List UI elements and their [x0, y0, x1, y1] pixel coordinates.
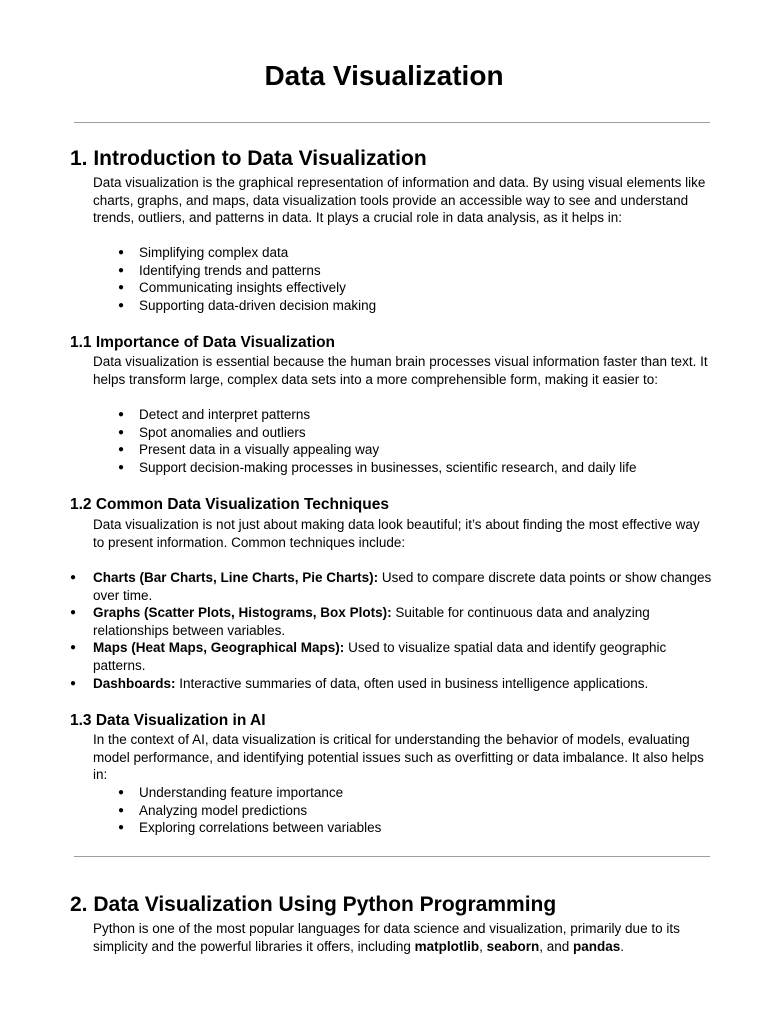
technique-list [70, 569, 715, 692]
paragraph-end: . [620, 938, 625, 954]
section-paragraph: Data visualization is not just about making data look beautiful; it’s about finding the most effective way to present information. Common techniques include: [93, 517, 700, 550]
section-paragraph [93, 920, 713, 955]
separator-text: , and [539, 938, 573, 954]
list-item: ● Exploring correlations between variables [118, 819, 718, 837]
list-item [70, 604, 715, 639]
list-item: ● Present data in a visually appealing way [118, 441, 718, 459]
subsection-heading: 1.1 Importance of Data Visualization [70, 334, 336, 351]
bullet-list [118, 784, 718, 837]
term: Maps (Heat Maps, Geographical Maps): [93, 640, 345, 656]
list-item: ● Support decision-making processes in businesses, scientific research, and daily life [118, 459, 718, 477]
description: Used to compare discrete data points or show changes over time. [93, 570, 712, 603]
section-heading: 2. Data Visualization Using Python Programming [70, 893, 557, 916]
description: Used to visualize spatial data and identify geographic patterns. [93, 640, 667, 673]
section-paragraph: In the context of AI, data visualization is critical for understanding the behavior of models, evaluating model performance, and identifying potential issues such as overfitting or data imbalance. It also helps in: [93, 732, 704, 783]
section-paragraph: Data visualization is the graphical representation of information and data. By using visual elements like charts, graphs, and maps, data visualization tools provide an accessible way to see and understand trends, outliers, and patterns in data. It plays a crucial role in data analysis, as it helps in: [93, 175, 706, 226]
divider [74, 856, 710, 857]
list-item: ● Analyzing model predictions [118, 802, 718, 820]
divider [74, 122, 710, 123]
list-item: ● Understanding feature importance [118, 784, 718, 802]
description: Interactive summaries of data, often used in business intelligence applications. [175, 675, 649, 691]
section-heading: 1. Introduction to Data Visualization [70, 147, 427, 170]
subsection-heading: 1.3 Data Visualization in AI [70, 712, 266, 729]
list-item: ● Detect and interpret patterns [118, 406, 718, 424]
separator-text: , [479, 938, 487, 954]
list-item: ● Communicating insights effectively [118, 279, 718, 297]
list-item: ● Spot anomalies and outliers [118, 424, 718, 442]
library-name: seaborn [486, 938, 540, 954]
list-item: ● Simplifying complex data [118, 244, 718, 262]
library-name: pandas [572, 938, 621, 954]
paragraph-text: Python is one of the most popular languages for data science and visualization, primarily due to its simplicity and the powerful libraries it offers, including [93, 921, 680, 954]
section-paragraph: Data visualization is essential because the human brain processes visual information faster than text. It helps transform large, complex data sets into a more comprehensible form, making it easier to: [93, 354, 708, 387]
document-title: Data Visualization [264, 60, 504, 91]
term: Graphs (Scatter Plots, Histograms, Box Plots): [93, 605, 392, 621]
list-item: ● Identifying trends and patterns [118, 262, 718, 280]
list-item: ● Supporting data-driven decision making [118, 297, 718, 315]
description: Suitable for continuous data and analyzing relationships between variables. [93, 605, 650, 638]
bullet-list [118, 244, 718, 314]
bullet-list [118, 406, 718, 476]
subsection-heading: 1.2 Common Data Visualization Techniques [70, 496, 389, 513]
list-item [70, 675, 715, 693]
list-item [70, 569, 715, 604]
list-item [70, 639, 715, 674]
term: Dashboards: [93, 675, 176, 691]
term: Charts (Bar Charts, Line Charts, Pie Charts): [93, 570, 379, 585]
library-name: matplotlib [414, 938, 480, 954]
